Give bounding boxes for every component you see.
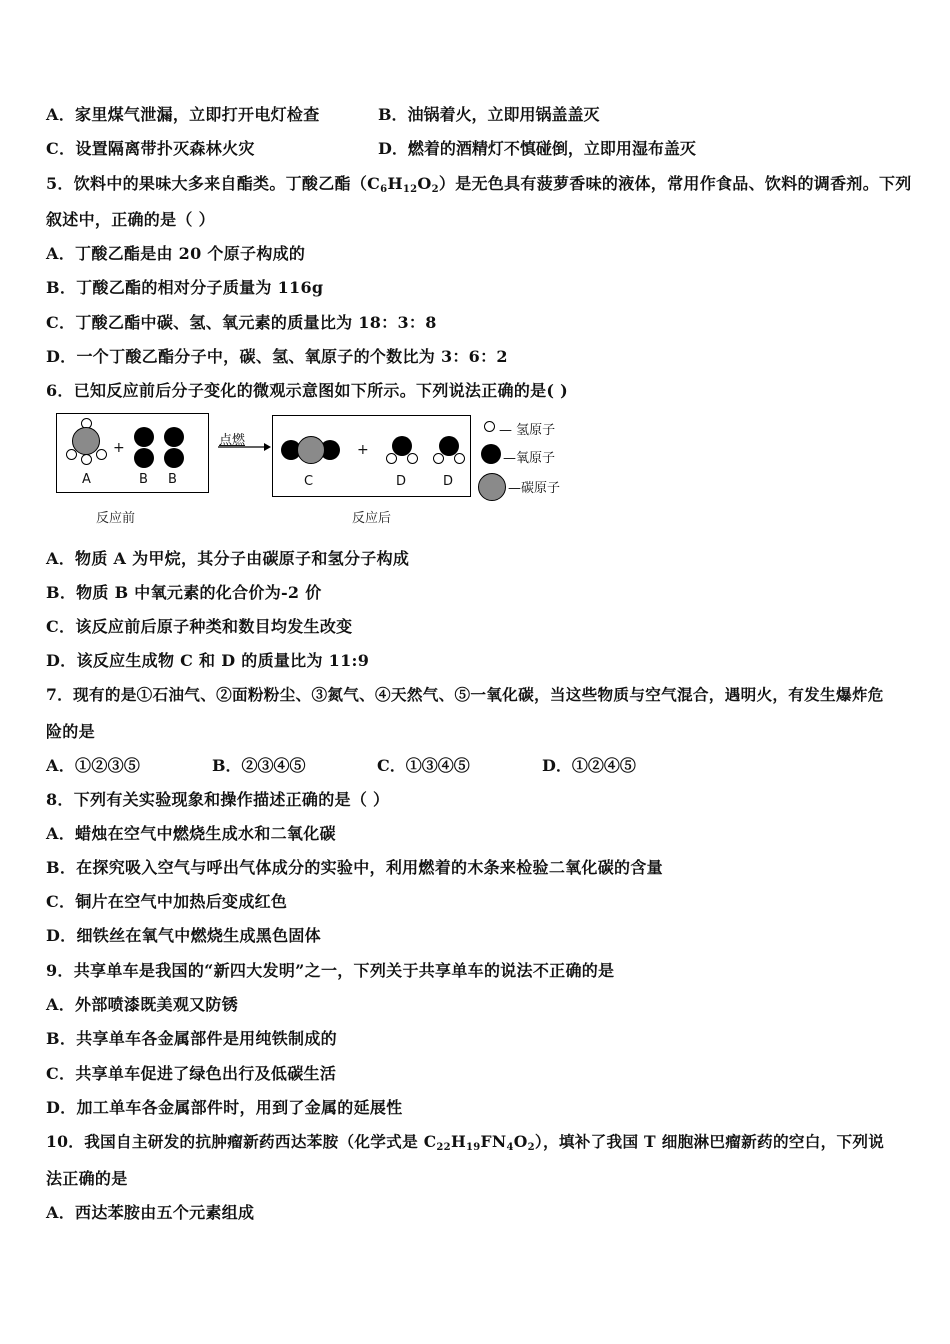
carbon-atom <box>297 436 325 464</box>
carbon-atom <box>72 427 100 455</box>
q5-option-a: A．丁酸乙酯是由 20 个原子构成的 <box>46 244 306 263</box>
plus-sign: + <box>113 440 125 456</box>
oxygen-atom <box>164 427 184 447</box>
hydrogen-atom <box>81 454 92 465</box>
q5-option-c: C．丁酸乙酯中碳、氢、氧元素的质量比为 18：3：8 <box>46 313 437 332</box>
q6-stem: 6．已知反应前后分子变化的微观示意图如下所示。下列说法正确的是( ) <box>46 381 569 400</box>
q6-option-b: B．物质 B 中氧元素的化合价为-2 价 <box>46 583 322 602</box>
q8-stem: 8．下列有关实验现象和操作描述正确的是（ ） <box>46 790 390 809</box>
q7-option-a: A．①②③⑤ <box>46 756 141 775</box>
q5-stem: 5．饮料中的果味大多来自酯类。丁酸乙酯$(C_6H_{12}O_2)$是无色具有菠萝香味的液体，常用作食品、饮料的调香剂。下列 <box>46 174 912 195</box>
legend-oxygen-label: —氧原子 <box>503 451 556 466</box>
q8-option-d: D．细铁丝在氧气中燃烧生成黑色固体 <box>46 926 321 945</box>
q9-option-b: B．共享单车各金属部件是用纯铁制成的 <box>46 1029 337 1048</box>
label-c: C <box>304 474 314 489</box>
q7-option-d: D．①②④⑤ <box>542 756 636 775</box>
q4-option-b: B．油锅着火，立即用锅盖盖灭 <box>378 105 600 124</box>
q6-option-c: C．该反应前后原子种类和数目均发生改变 <box>46 617 353 636</box>
arrow-icon <box>216 440 272 452</box>
oxygen-atom <box>134 448 154 468</box>
label-d1: D <box>396 474 407 489</box>
q5-option-d: D．一个丁酸乙酯分子中，碳、氢、氧原子的个数比为 3：6：2 <box>46 347 508 366</box>
hydrogen-atom <box>454 453 465 464</box>
label-a: A <box>82 472 91 487</box>
oxygen-atom <box>164 448 184 468</box>
q9-option-d: D．加工单车各金属部件时，用到了金属的延展性 <box>46 1098 403 1117</box>
label-b1: B <box>139 472 148 487</box>
label-b2: B <box>168 472 177 487</box>
hydrogen-atom <box>96 449 107 460</box>
q10-stem: 10．我国自主研发的抗肿瘤新药西达苯胺（化学式是 $C_{22}H_{19}FN_4O_2$），填补了我国 T 细胞淋巴瘤新药的空白，下列说 <box>46 1132 885 1153</box>
q4-option-c: C．设置隔离带扑灭森林火灾 <box>46 139 255 158</box>
q7-option-c: C．①③④⑤ <box>377 756 470 775</box>
q10-option-a: A．西达苯胺由五个元素组成 <box>46 1203 255 1222</box>
plus-sign: + <box>357 442 369 458</box>
q6-option-a: A．物质 A 为甲烷，其分子由碳原子和氢分子构成 <box>46 549 410 568</box>
legend-hydrogen-icon <box>484 421 495 432</box>
oxygen-atom <box>134 427 154 447</box>
legend-carbon-icon <box>478 473 506 501</box>
hydrogen-atom <box>407 453 418 464</box>
hydrogen-atom <box>433 453 444 464</box>
legend-oxygen-icon <box>481 444 501 464</box>
ignition-label: 点燃 <box>219 433 246 448</box>
q8-option-a: A．蜡烛在空气中燃烧生成水和二氧化碳 <box>46 824 336 843</box>
legend-carbon-label: —碳原子 <box>508 481 561 496</box>
q4-option-a: A．家里煤气泄漏，立即打开电灯检查 <box>46 105 320 124</box>
q5-stem-line2: 叙述中，正确的是（ ） <box>46 210 215 229</box>
label-d2: D <box>443 474 454 489</box>
caption-after: 反应后 <box>352 511 392 526</box>
legend-hydrogen-label: — 氢原子 <box>499 423 556 438</box>
q9-option-a: A．外部喷漆既美观又防锈 <box>46 995 239 1014</box>
q8-option-c: C．铜片在空气中加热后变成红色 <box>46 892 288 911</box>
q7-stem-line2: 险的是 <box>46 722 95 741</box>
caption-before: 反应前 <box>96 511 136 526</box>
q8-option-b: B．在探究吸入空气与呼出气体成分的实验中，利用燃着的木条来检验二氧化碳的含量 <box>46 858 663 877</box>
q6-option-d: D．该反应生成物 C 和 D 的质量比为 11:9 <box>46 651 370 670</box>
hydrogen-atom <box>386 453 397 464</box>
q10-stem-line2: 法正确的是 <box>46 1169 128 1188</box>
q9-option-c: C．共享单车促进了绿色出行及低碳生活 <box>46 1064 337 1083</box>
q9-stem: 9．共享单车是我国的“新四大发明”之一，下列关于共享单车的说法不正确的是 <box>46 961 615 980</box>
q4-option-d: D．燃着的酒精灯不慎碰倒，立即用湿布盖灭 <box>378 139 696 158</box>
q5-option-b: B．丁酸乙酯的相对分子质量为 116g <box>46 278 324 297</box>
q7-stem: 7．现有的是①石油气、②面粉粉尘、③氮气、④天然气、⑤一氧化碳，当这些物质与空气混合，遇明火，有发生爆炸危 <box>46 685 884 704</box>
q7-option-b: B．②③④⑤ <box>212 756 306 775</box>
